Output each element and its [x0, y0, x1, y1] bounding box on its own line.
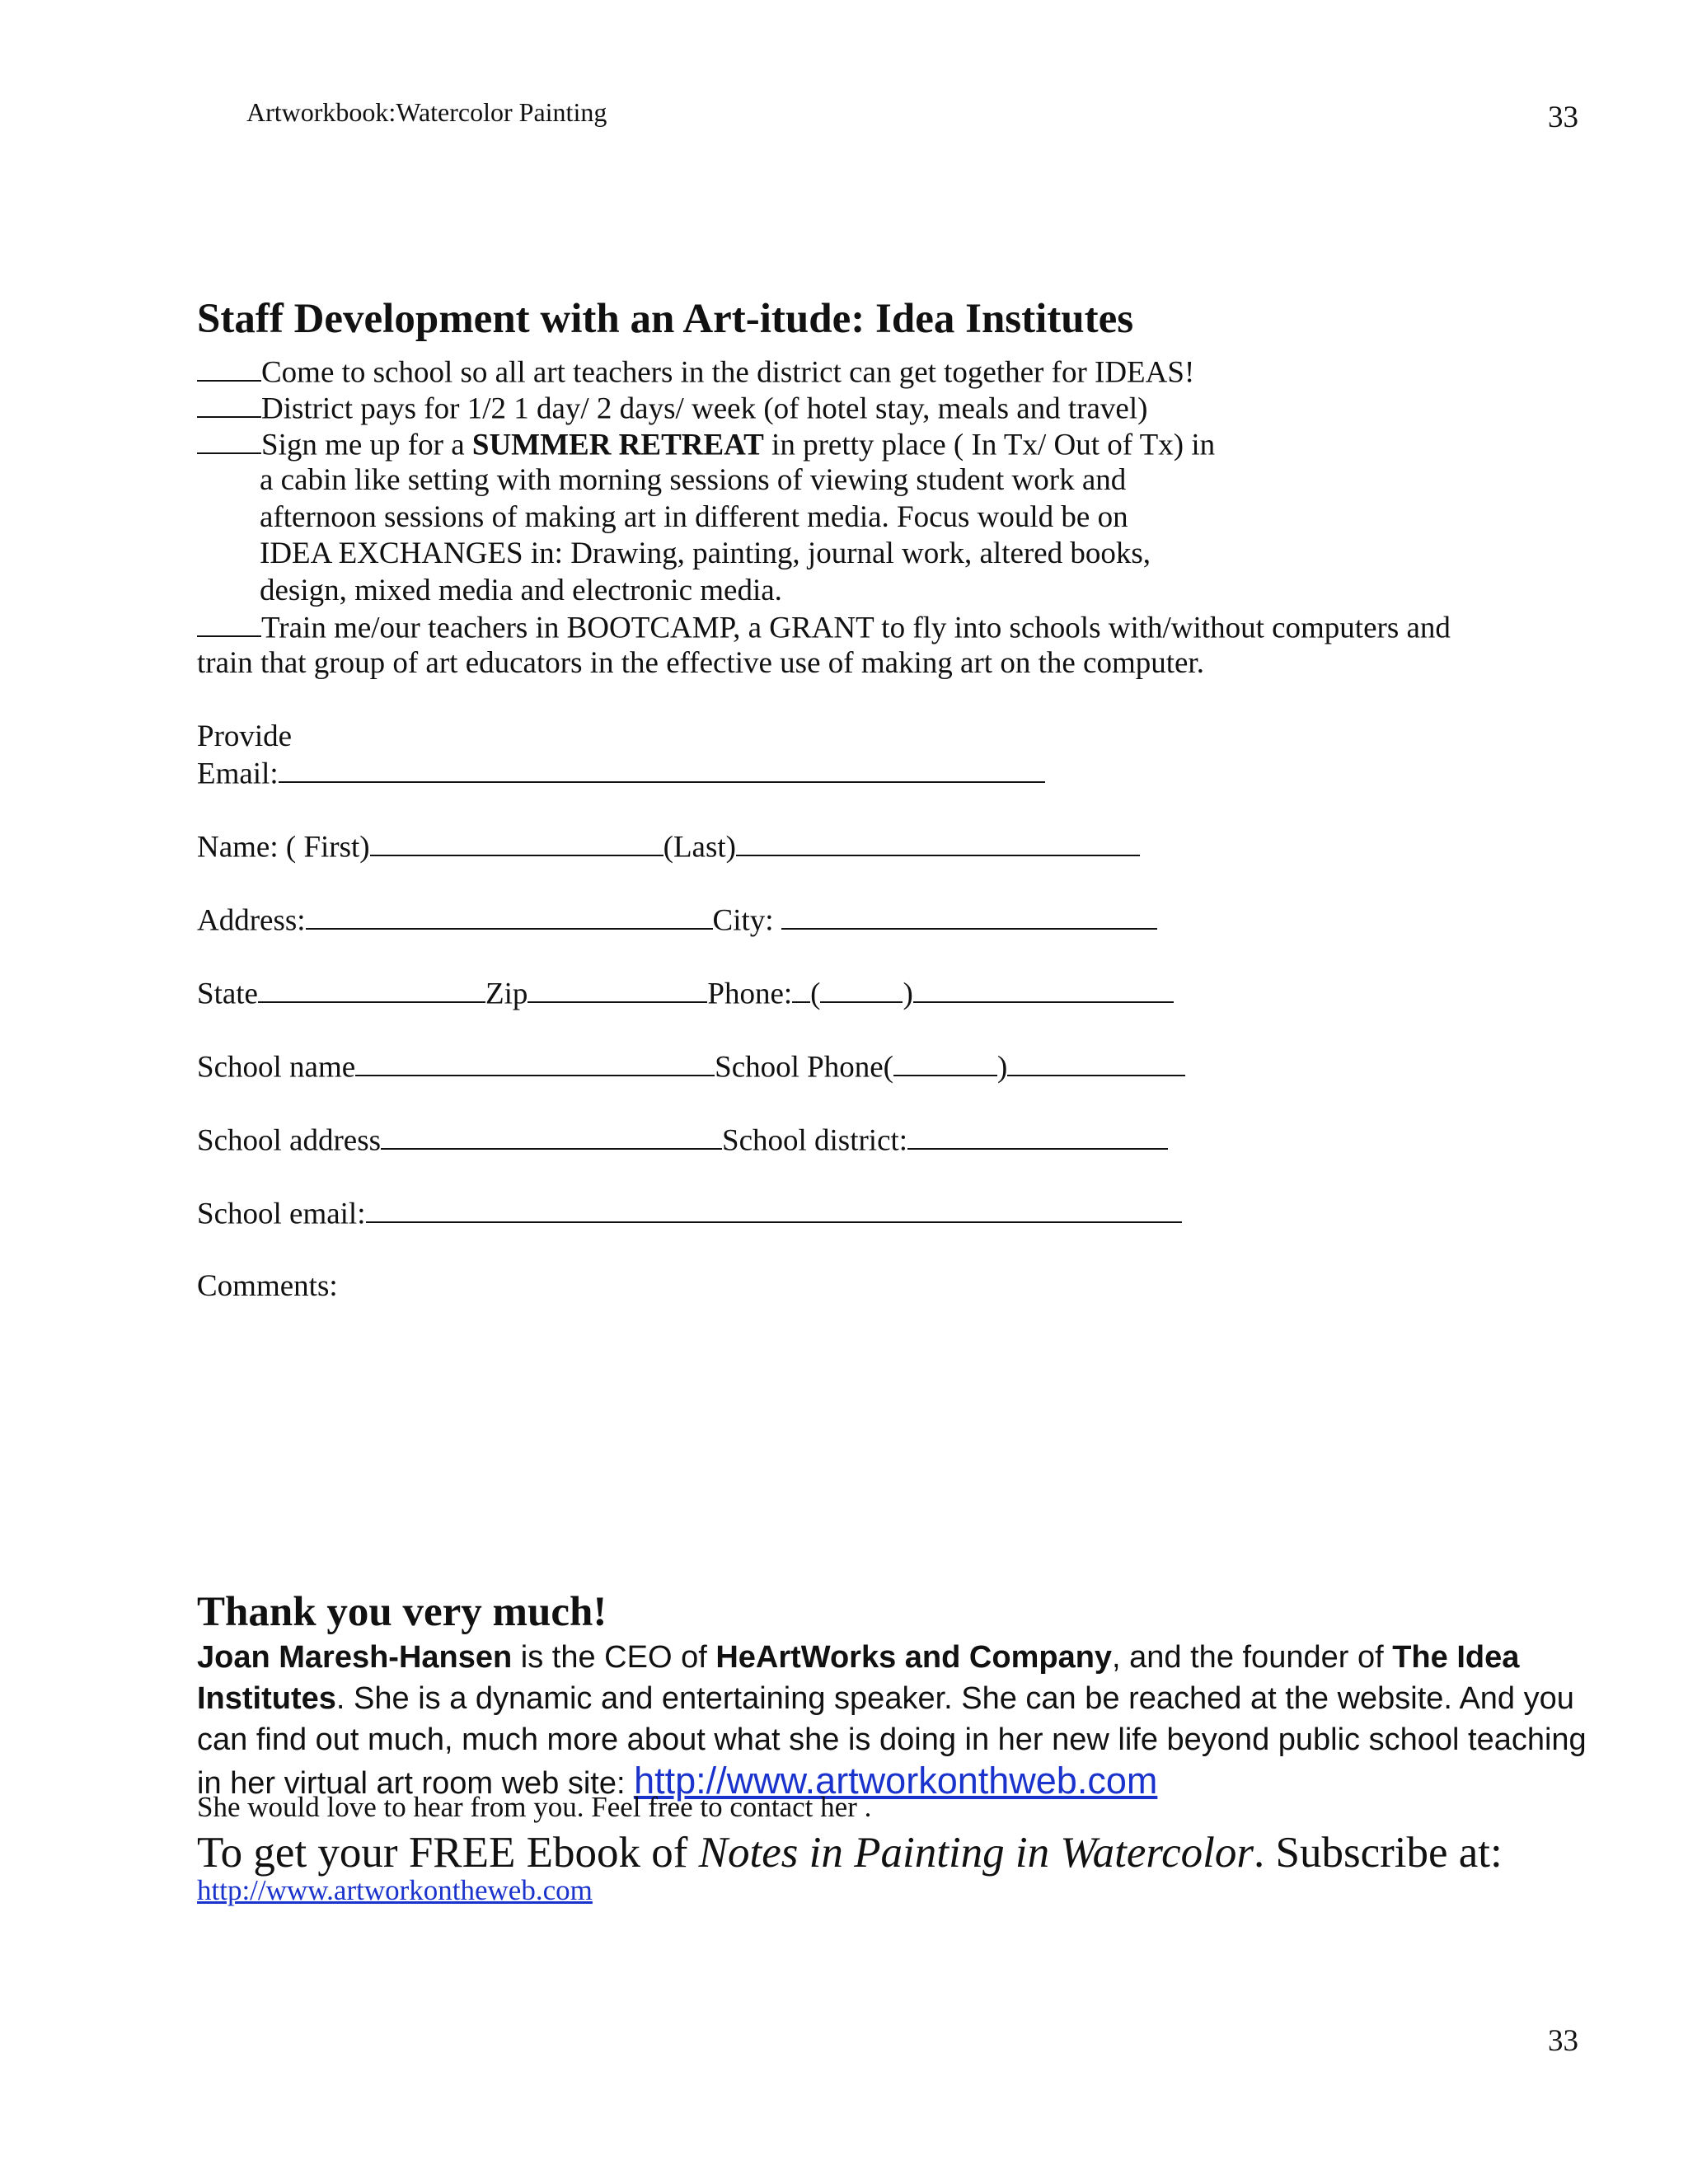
running-header: Artworkbook:Watercolor Painting [246, 97, 607, 127]
option-summer-retreat-line2: a cabin like setting with morning sessions of viewing student work and [260, 463, 1127, 497]
option-summer-retreat-line4: IDEA EXCHANGES in: Drawing, painting, journal work, altered books, [260, 537, 1151, 570]
first-name-field[interactable] [370, 827, 663, 856]
author-website-link[interactable]: http://www.artworkonthweb.com [634, 1760, 1158, 1802]
city-field[interactable] [781, 901, 1157, 930]
thank-you-heading: Thank you very much! [197, 1589, 607, 1635]
school-email-field[interactable] [366, 1194, 1182, 1223]
email-row: Email: [197, 754, 1045, 792]
checkbox-blank[interactable] [197, 353, 261, 382]
provide-label: Provide [197, 719, 293, 753]
author-bio: Joan Maresh-Hansen is the CEO of HeArtWorks and Company, and the founder of The Idea Institutes. She is a dynamic and entertaining speaker. She can be reached at the website. And you can find out much, much more about what she is doing in her new life beyond public school teaching in her virtual art room web site: http://www.artworkonthweb.com [197, 1640, 1587, 1802]
checkbox-blank[interactable] [197, 608, 261, 637]
email-field[interactable] [279, 754, 1045, 783]
subscribe-link[interactable]: http://www.artworkontheweb.com [197, 1874, 593, 1906]
contact-note: She would love to hear from you. Feel free to contact her . [197, 1791, 872, 1823]
last-name-field[interactable] [736, 827, 1140, 856]
area-code-field[interactable] [820, 974, 903, 1003]
zip-field[interactable] [528, 974, 707, 1003]
option-summer-retreat-line3: afternoon sessions of making art in different media. Focus would be on [260, 500, 1128, 534]
page-number-bottom: 33 [1548, 2024, 1578, 2058]
option-bootcamp-line2: train that group of art educators in the effective use of making art on the computer. [197, 646, 1204, 680]
comments-label: Comments: [197, 1269, 338, 1303]
school-email-row: School email: [197, 1194, 1182, 1232]
page-number-top: 33 [1548, 101, 1578, 134]
phone-field[interactable] [913, 974, 1174, 1003]
section-heading: Staff Development with an Art-itude: Idea Institutes [197, 296, 1134, 342]
option-bootcamp: Train me/our teachers in BOOTCAMP, a GRANT to fly into schools with/without computers and [197, 608, 1451, 646]
school-address-field[interactable] [381, 1121, 722, 1150]
school-name-row: School name School Phone( ) [197, 1047, 1185, 1085]
checkbox-blank[interactable] [197, 389, 261, 418]
name-row: Name: ( First) (Last) [197, 827, 1140, 865]
school-address-row: School address School district: [197, 1121, 1168, 1159]
school-area-code-field[interactable] [893, 1047, 997, 1076]
checkbox-blank[interactable] [197, 425, 261, 454]
address-field[interactable] [306, 901, 713, 930]
school-phone-field[interactable] [1007, 1047, 1185, 1076]
option-district-pays: District pays for 1/2 1 day/ 2 days/ week (of hotel stay, meals and travel) [197, 389, 1147, 427]
ebook-offer: To get your FREE Ebook of Notes in Painting in Watercolor. Subscribe at: [197, 1829, 1503, 1877]
option-ideas: Come to school so all art teachers in the district can get together for IDEAS! [197, 353, 1194, 391]
state-field[interactable] [258, 974, 485, 1003]
state-row: State Zip Phone: ( ) [197, 974, 1174, 1012]
school-name-field[interactable] [355, 1047, 715, 1076]
address-row: Address: City: [197, 901, 1157, 939]
school-district-field[interactable] [907, 1121, 1168, 1150]
option-summer-retreat: Sign me up for a SUMMER RETREAT in pretty place ( In Tx/ Out of Tx) in [197, 425, 1215, 463]
option-summer-retreat-line5: design, mixed media and electronic media. [260, 574, 782, 607]
